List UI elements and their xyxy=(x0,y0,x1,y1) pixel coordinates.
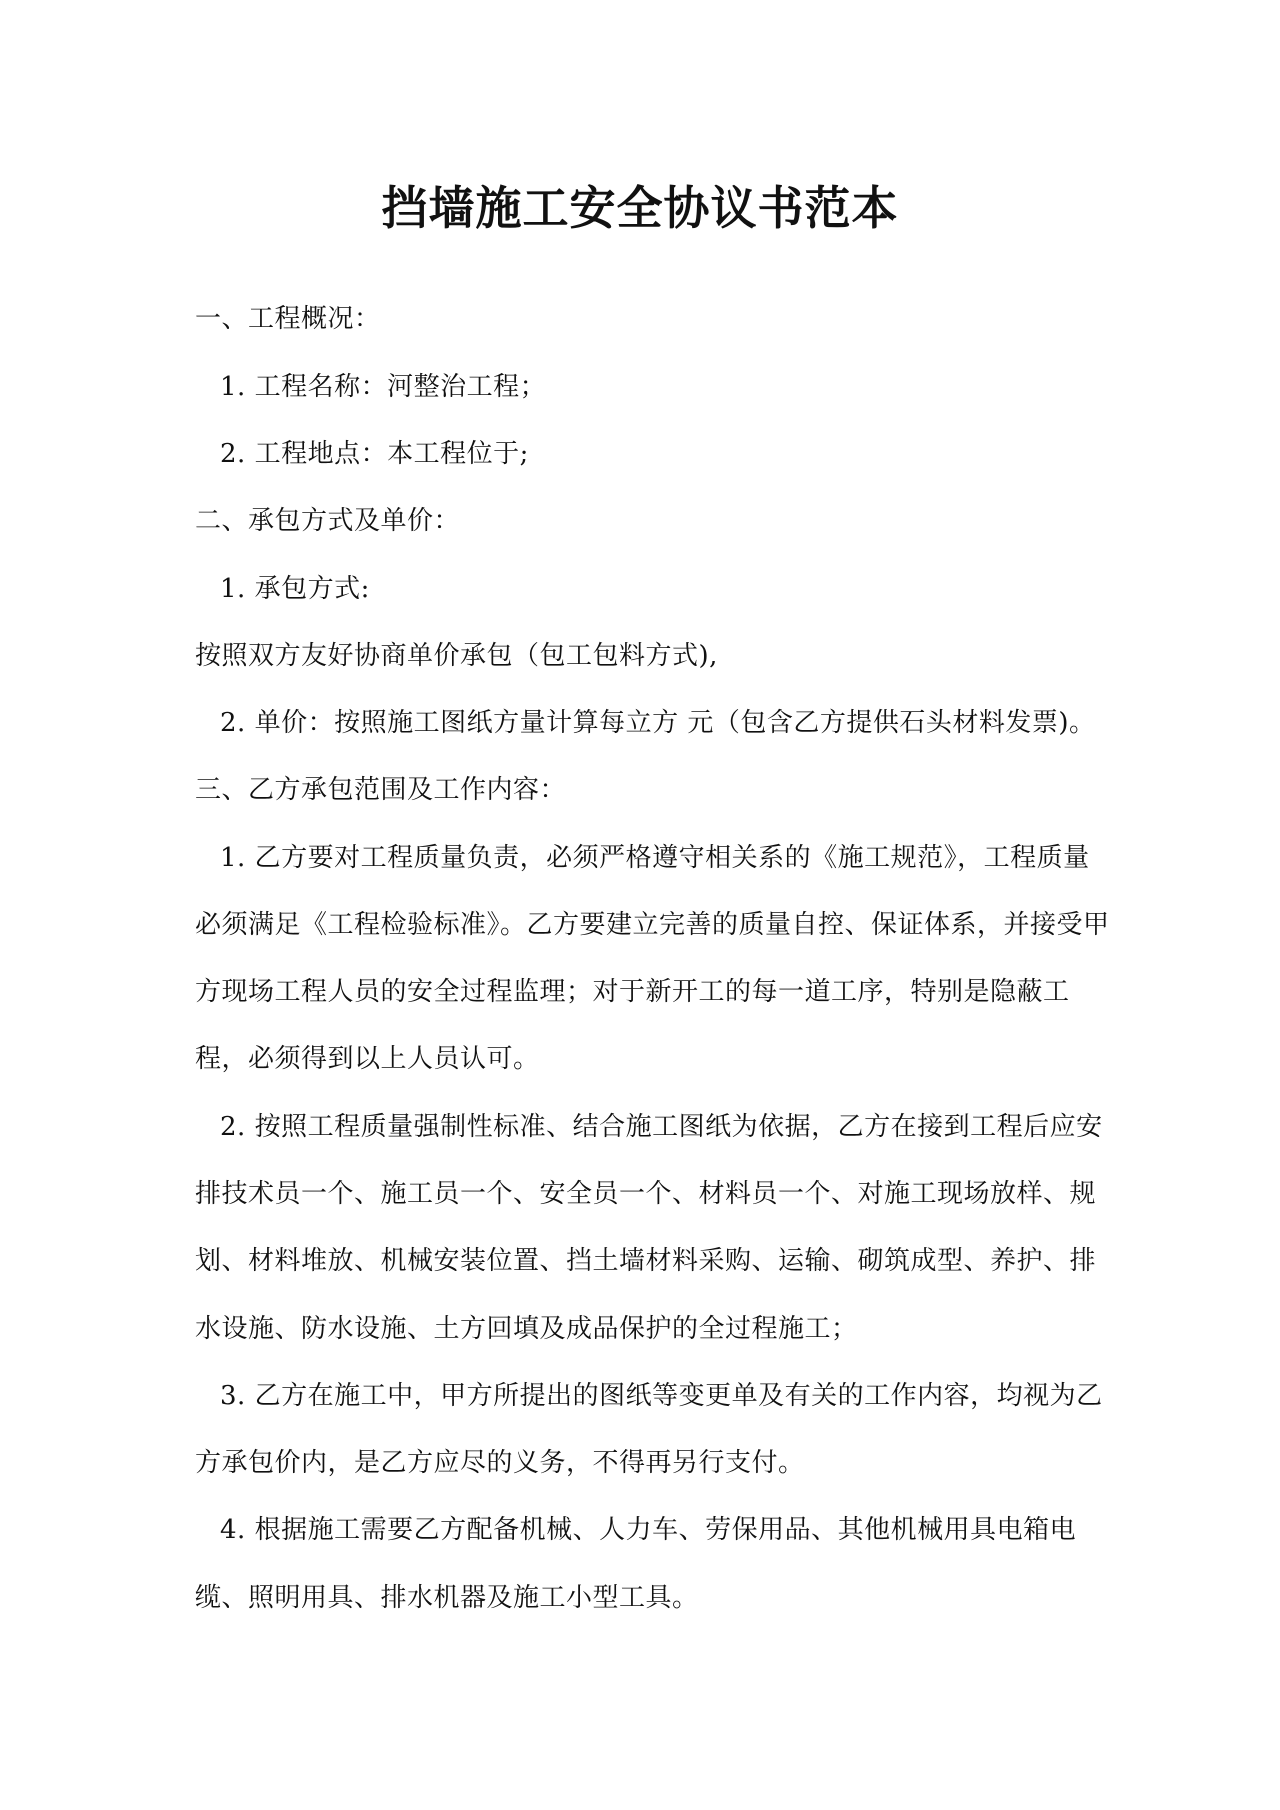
scope-item-1-line: 必须满足《工程检验标准》。乙方要建立完善的质量自控、保证体系，并接受甲 xyxy=(195,910,1110,940)
scope-item-4-line: 缆、照明用具、排水机器及施工小型工具。 xyxy=(195,1583,699,1613)
contract-mode-text: 按照双方友好协商单价承包（包工包料方式), xyxy=(195,641,718,671)
contract-mode-item: 1. 承包方式: xyxy=(220,574,370,604)
scope-item-2-line: 排技术员一个、施工员一个、安全员一个、材料员一个、对施工现场放样、规 xyxy=(195,1179,1097,1209)
section-heading-overview: 一、工程概况： xyxy=(195,304,381,334)
scope-item-1-line: 程，必须得到以上人员认可。 xyxy=(195,1044,540,1074)
scope-item-2-line: 水设施、防水设施、土方回填及成品保护的全过程施工； xyxy=(195,1314,858,1344)
scope-item-2-line: 2. 按照工程质量强制性标准、结合施工图纸为依据，乙方在接到工程后应安 xyxy=(220,1112,1103,1142)
project-name-item: 1. 工程名称：河整治工程； xyxy=(220,372,547,402)
scope-item-1-line: 方现场工程人员的安全过程监理；对于新开工的每一道工序，特别是隐蔽工 xyxy=(195,977,1070,1007)
unit-price-item: 2. 单价：按照施工图纸方量计算每立方 元（包含乙方提供石头材料发票)。 xyxy=(220,708,1096,738)
scope-item-3-line: 方承包价内，是乙方应尽的义务，不得再另行支付。 xyxy=(195,1448,805,1478)
section-heading-contract-mode: 二、承包方式及单价： xyxy=(195,506,461,536)
scope-item-1-line: 1. 乙方要对工程质量负责，必须严格遵守相关系的《施工规范》，工程质量 xyxy=(220,843,1090,873)
scope-item-2-line: 划、材料堆放、机械安装位置、挡土墙材料采购、运输、砌筑成型、养护、排 xyxy=(195,1246,1097,1276)
section-heading-scope: 三、乙方承包范围及工作内容： xyxy=(195,775,567,805)
document-title: 挡墙施工安全协议书范本 xyxy=(381,181,899,235)
project-location-item: 2. 工程地点：本工程位于; xyxy=(220,439,529,469)
scope-item-4-line: 4. 根据施工需要乙方配备机械、人力车、劳保用品、其他机械用具电箱电 xyxy=(220,1515,1077,1545)
scope-item-3-line: 3. 乙方在施工中，甲方所提出的图纸等变更单及有关的工作内容，均视为乙 xyxy=(220,1381,1103,1411)
